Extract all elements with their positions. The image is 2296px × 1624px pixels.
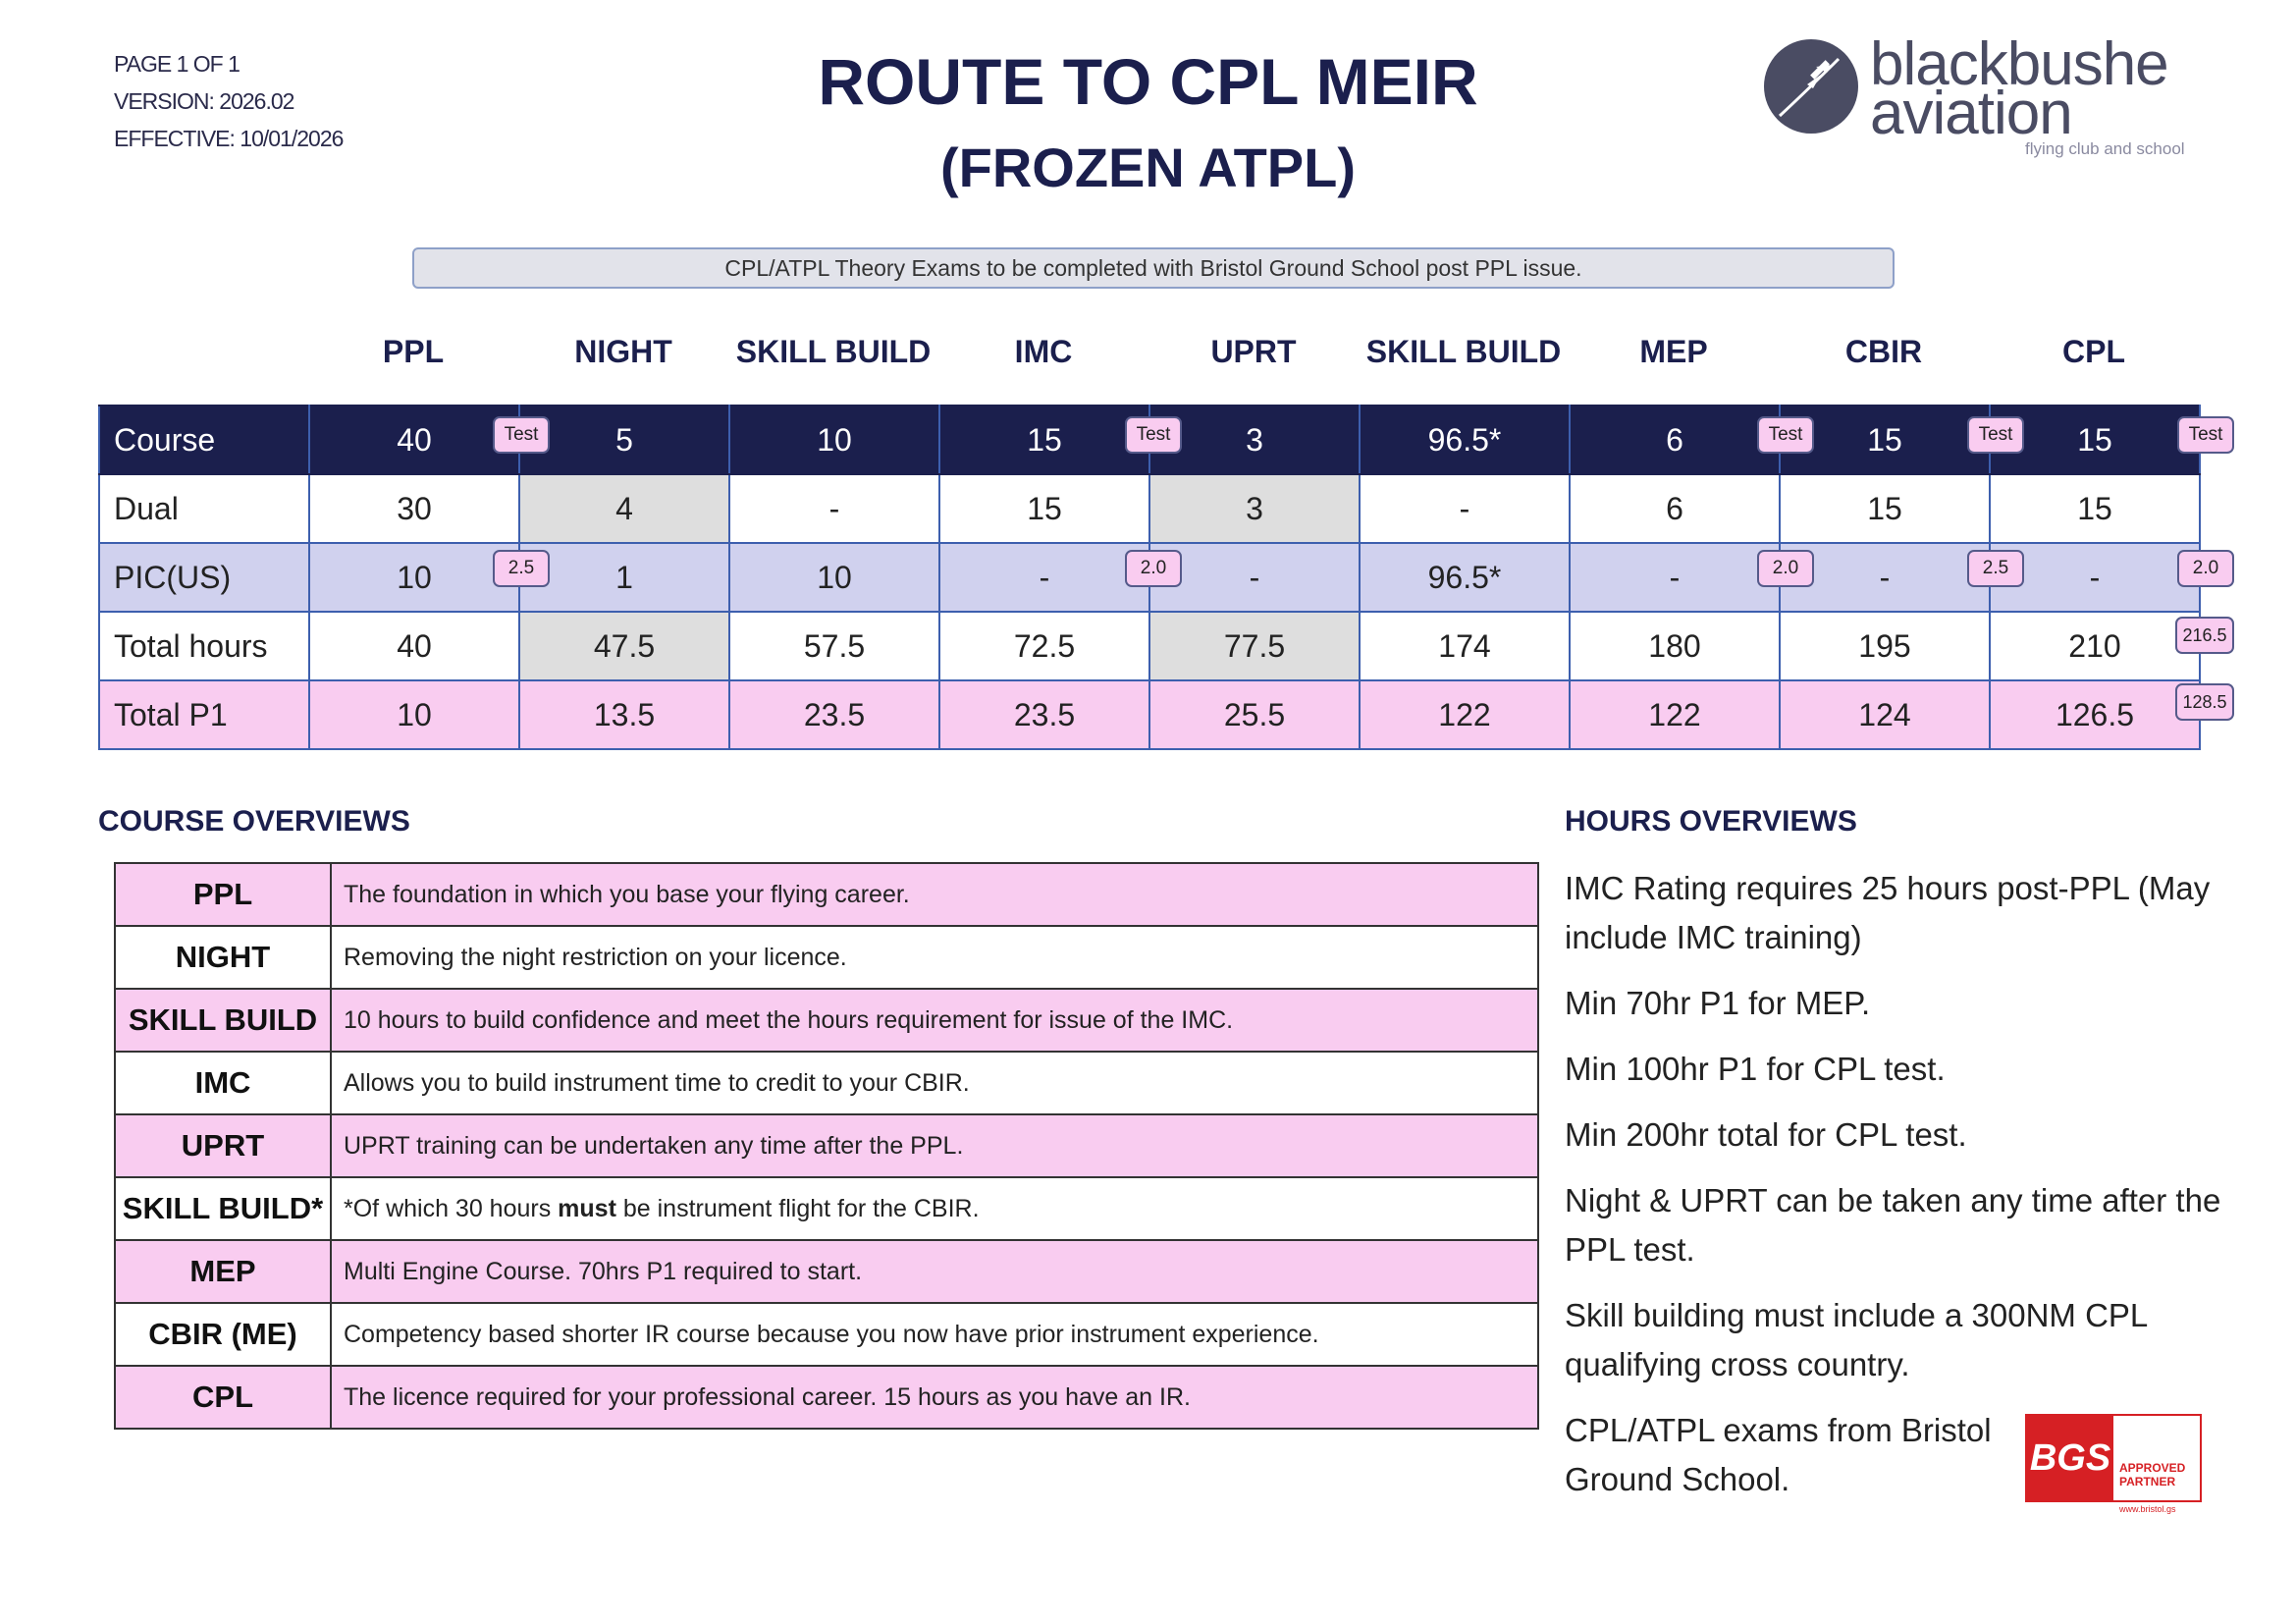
col-header-mep: MEP bbox=[1639, 334, 1708, 369]
table-cell: 13.5 bbox=[519, 680, 729, 749]
col-header-imc: IMC bbox=[1014, 334, 1073, 369]
table-cell: - bbox=[1780, 543, 1990, 612]
table-row bbox=[115, 1114, 1538, 1177]
bgs-approved-partner-logo bbox=[2025, 1414, 2202, 1514]
table-cell: 23.5 bbox=[729, 680, 939, 749]
course-overviews-table bbox=[114, 862, 1539, 1430]
page-subtitle: (FROZEN ATPL) bbox=[939, 136, 1357, 198]
course-description: Removing the night restriction on your licence. bbox=[331, 926, 1538, 989]
desc-part: be instrument flight for the CBIR. bbox=[615, 1194, 980, 1222]
course-name: NIGHT bbox=[115, 926, 331, 989]
table-row-total-hours bbox=[99, 612, 2200, 680]
table-cell: 77.5 bbox=[1149, 612, 1360, 680]
col-header-skill-build-2: SKILL BUILD bbox=[1365, 334, 1562, 369]
table-cell: 4 bbox=[519, 474, 729, 543]
theory-exams-notice: CPL/ATPL Theory Exams to be completed with Bristol Ground School post PPL issue. bbox=[412, 247, 1895, 289]
course-name: MEP bbox=[115, 1240, 331, 1303]
pic-badge-cpl: 2.0 bbox=[2177, 550, 2234, 587]
test-badge-mep: Test bbox=[1757, 416, 1814, 454]
table-cell: 15 bbox=[939, 406, 1149, 474]
table-cell: - bbox=[1570, 543, 1780, 612]
table-row bbox=[115, 1177, 1538, 1240]
row-label: Course bbox=[99, 406, 309, 474]
test-badge-ppl: Test bbox=[493, 416, 550, 454]
bgs-url: www.bristol.gs bbox=[2119, 1504, 2176, 1514]
course-name: SKILL BUILD* bbox=[115, 1177, 331, 1240]
table-row bbox=[115, 926, 1538, 989]
hours-overviews-heading: HOURS OVERVIEWS bbox=[1565, 805, 1857, 838]
table-cell: 210 bbox=[1990, 612, 2200, 680]
table-cell: 40 bbox=[309, 406, 519, 474]
test-badge-uprt: Test bbox=[1125, 416, 1182, 454]
row-label: PIC(US) bbox=[99, 543, 309, 612]
table-cell: 15 bbox=[1990, 474, 2200, 543]
table-row bbox=[115, 1366, 1538, 1429]
table-cell: 47.5 bbox=[519, 612, 729, 680]
table-cell: - bbox=[939, 543, 1149, 612]
table-cell: 6 bbox=[1570, 474, 1780, 543]
table-row bbox=[115, 1303, 1538, 1366]
table-cell: 10 bbox=[729, 543, 939, 612]
table-cell: 124 bbox=[1780, 680, 1990, 749]
table-cell: 6 bbox=[1570, 406, 1780, 474]
table-cell: 15 bbox=[1780, 474, 1990, 543]
plane-globe-icon bbox=[1762, 37, 1860, 135]
blackbushe-logo bbox=[1762, 29, 2199, 165]
table-row-dual bbox=[99, 474, 2200, 543]
list-item: Night & UPRT can be taken any time after the PPL test. bbox=[1565, 1182, 2221, 1268]
list-item: Skill building must include a 300NM CPL qualifying cross country. bbox=[1565, 1297, 2148, 1382]
col-header-cpl: CPL bbox=[2062, 334, 2125, 369]
table-cell: 72.5 bbox=[939, 612, 1149, 680]
course-name: CBIR (ME) bbox=[115, 1303, 331, 1366]
table-cell: 122 bbox=[1570, 680, 1780, 749]
table-cell: 174 bbox=[1360, 612, 1570, 680]
col-header-skill-build: SKILL BUILD bbox=[735, 334, 932, 369]
course-name: UPRT bbox=[115, 1114, 331, 1177]
course-description: Allows you to build instrument time to credit to your CBIR. bbox=[331, 1052, 1538, 1114]
table-row bbox=[115, 863, 1538, 926]
table-cell: 1 bbox=[519, 543, 729, 612]
course-description: Multi Engine Course. 70hrs P1 required to start. bbox=[331, 1240, 1538, 1303]
table-cell: 10 bbox=[729, 406, 939, 474]
course-description: Competency based shorter IR course because you now have prior instrument experience. bbox=[331, 1303, 1538, 1366]
table-cell: 126.5 bbox=[1990, 680, 2200, 749]
table-cell: 30 bbox=[309, 474, 519, 543]
effective-date: EFFECTIVE: 10/01/2026 bbox=[114, 126, 344, 151]
table-cell: - bbox=[729, 474, 939, 543]
table-cell: 40 bbox=[309, 612, 519, 680]
table-cell: 5 bbox=[519, 406, 729, 474]
list-item: Min 100hr P1 for CPL test. bbox=[1565, 1051, 1946, 1087]
table-cell: 25.5 bbox=[1149, 680, 1360, 749]
table-cell: 15 bbox=[939, 474, 1149, 543]
page-number: PAGE 1 OF 1 bbox=[114, 51, 240, 77]
list-item: CPL/ATPL exams from Bristol Ground School. bbox=[1565, 1412, 1992, 1497]
table-cell: 10 bbox=[309, 680, 519, 749]
list-item: IMC Rating requires 25 hours post-PPL (May include IMC training) bbox=[1565, 870, 2211, 955]
table-row bbox=[115, 989, 1538, 1052]
table-cell: 15 bbox=[1990, 406, 2200, 474]
bgs-partner-text bbox=[2119, 1461, 2185, 1489]
pic-badge-ppl: 2.5 bbox=[493, 550, 550, 587]
logo-tagline: flying club and school bbox=[2025, 139, 2185, 158]
list-item: Min 70hr P1 for MEP. bbox=[1565, 985, 1871, 1021]
row-label: Total hours bbox=[99, 612, 309, 680]
bgs-line2: PARTNER bbox=[2119, 1475, 2176, 1489]
pic-badge-cbir: 2.5 bbox=[1967, 550, 2024, 587]
course-name: SKILL BUILD bbox=[115, 989, 331, 1052]
col-header-ppl: PPL bbox=[382, 334, 445, 369]
desc-part: *Of which 30 hours bbox=[344, 1194, 559, 1222]
course-description: The foundation in which you base your flying career. bbox=[331, 863, 1538, 926]
desc-emphasis: must bbox=[558, 1194, 616, 1222]
course-overviews-heading: COURSE OVERVIEWS bbox=[98, 805, 410, 838]
table-cell: 96.5* bbox=[1360, 543, 1570, 612]
table-cell: 122 bbox=[1360, 680, 1570, 749]
logo-text-line2: aviation bbox=[1870, 80, 2072, 147]
pic-badge-imc: 2.0 bbox=[1125, 550, 1182, 587]
table-row bbox=[115, 1240, 1538, 1303]
list-item: Min 200hr total for CPL test. bbox=[1565, 1116, 1967, 1153]
course-description: UPRT training can be undertaken any time after the PPL. bbox=[331, 1114, 1538, 1177]
version: VERSION: 2026.02 bbox=[114, 88, 294, 114]
bgs-line1: APPROVED bbox=[2119, 1461, 2186, 1475]
page-title: ROUTE TO CPL MEIR bbox=[818, 45, 1478, 118]
table-cell: 23.5 bbox=[939, 680, 1149, 749]
logo-text-line1: blackbushe bbox=[1870, 30, 2168, 98]
table-cell: 57.5 bbox=[729, 612, 939, 680]
table-cell: - bbox=[1990, 543, 2200, 612]
col-header-cbir: CBIR bbox=[1844, 334, 1923, 369]
test-badge-cbir: Test bbox=[1967, 416, 2024, 454]
table-cell: 15 bbox=[1780, 406, 1990, 474]
table-cell: - bbox=[1360, 474, 1570, 543]
table-cell: 3 bbox=[1149, 474, 1360, 543]
pic-badge-mep: 2.0 bbox=[1757, 550, 1814, 587]
course-description bbox=[331, 1177, 1538, 1240]
course-description: The licence required for your professional career. 15 hours as you have an IR. bbox=[331, 1366, 1538, 1429]
course-name: CPL bbox=[115, 1366, 331, 1429]
table-cell: 10 bbox=[309, 543, 519, 612]
table-cell: 3 bbox=[1149, 406, 1360, 474]
bgs-mark: BGS bbox=[2027, 1416, 2113, 1500]
table-cell: 195 bbox=[1780, 612, 1990, 680]
total-hours-after-cpl-badge: 216.5 bbox=[2175, 617, 2234, 654]
col-header-uprt: UPRT bbox=[1210, 334, 1297, 369]
col-header-night: NIGHT bbox=[574, 334, 672, 369]
table-cell: 180 bbox=[1570, 612, 1780, 680]
test-badge-cpl: Test bbox=[2177, 416, 2234, 454]
row-label: Total P1 bbox=[99, 680, 309, 749]
table-cell: 96.5* bbox=[1360, 406, 1570, 474]
table-row-total-p1 bbox=[99, 680, 2200, 749]
course-name: IMC bbox=[115, 1052, 331, 1114]
total-p1-after-cpl-badge: 128.5 bbox=[2175, 683, 2234, 721]
table-row bbox=[115, 1052, 1538, 1114]
course-name: PPL bbox=[115, 863, 331, 926]
table-cell: - bbox=[1149, 543, 1360, 612]
row-label: Dual bbox=[99, 474, 309, 543]
course-description: 10 hours to build confidence and meet the hours requirement for issue of the IMC. bbox=[331, 989, 1538, 1052]
